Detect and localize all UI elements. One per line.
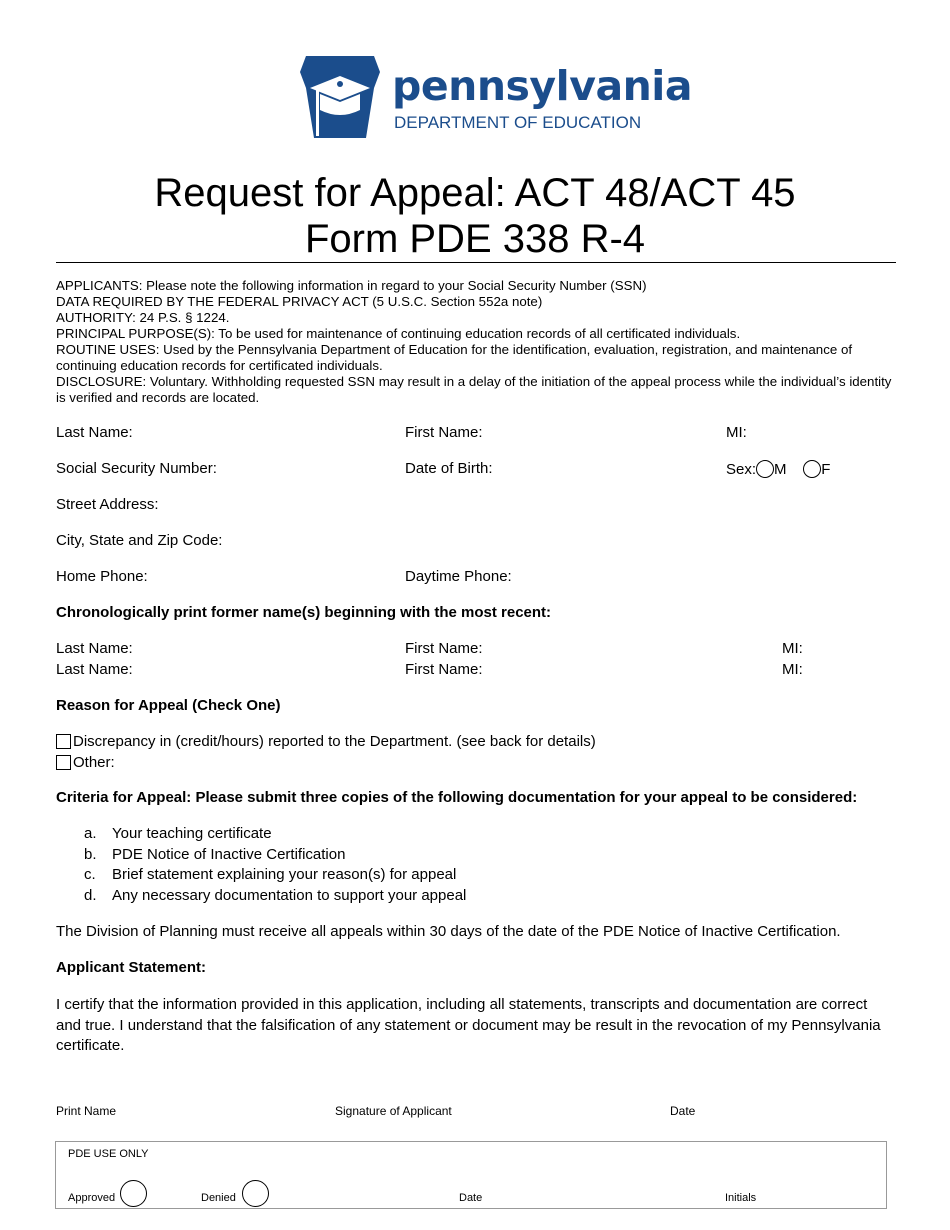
division-note: The Division of Planning must receive all appeals within 30 days of the date of the PDE Notice of Inactive Certification. [56,923,841,940]
list-item-text: Your teaching certificate [112,825,272,842]
sex-group [726,460,830,478]
date-field[interactable]: Date [670,1104,696,1118]
logo-wordmark: pennsylvania [392,62,693,110]
list-item-letter: b. [84,845,97,863]
mi-field[interactable]: MI: [726,424,747,441]
privacy-line: DATA REQUIRED BY THE FEDERAL PRIVACY ACT (5 U.S.C. Section 552a note) [56,294,543,309]
former-mi-field[interactable]: MI: [782,640,803,657]
former-names-heading: Chronologically print former name(s) beginning with the most recent: [56,604,552,621]
initials-field[interactable]: Initials [725,1192,757,1204]
daytime-phone-field[interactable]: Daytime Phone: [405,568,512,585]
list-item-letter: a. [84,825,97,842]
discrepancy-label: Discrepancy in (credit/hours) reported to the Department. (see back for details) [73,733,596,750]
list-item [84,845,466,866]
street-address-field[interactable]: Street Address: [56,496,159,513]
sex-f-label: F [821,461,831,478]
statement-text: I certify that the information provided in this application, including all statements, transcripts and documentation are correct and true. I understand that the falsification of any statement or document may be result in the revocation of my Pennsylvania certificate. [56,996,881,1055]
pde-date-field[interactable]: Date [459,1192,483,1204]
list-item-letter: d. [84,886,97,904]
reason-heading: Reason for Appeal (Check One) [56,697,281,714]
approved-label: Approved [68,1192,116,1204]
dob-field[interactable]: Date of Birth: [405,460,493,477]
pde-logo [296,54,693,142]
criteria-list [84,824,466,906]
sex-label: Sex: [726,461,757,478]
other-checkbox[interactable] [56,755,71,770]
last-name-field[interactable]: Last Name: [56,424,133,441]
pde-use-only-box [55,1141,887,1209]
form-title-line2: Form PDE 338 R-4 [304,217,646,261]
list-item [84,865,466,886]
city-state-zip-field[interactable]: City, State and Zip Code: [56,532,223,549]
privacy-line: APPLICANTS: Please note the following information in regard to your Social Security Number (SSN) [56,278,647,293]
privacy-notice [56,278,898,406]
privacy-line: DISCLOSURE: Voluntary. Withholding requested SSN may result in a delay of the initiation of the appeal process while the individual’s identity is verified and records are located. [56,374,892,405]
list-item-text: PDE Notice of Inactive Certification [112,845,346,863]
former-first-name-field[interactable]: First Name: [405,640,483,657]
logo-subtitle: DEPARTMENT OF EDUCATION [394,113,642,132]
statement-heading: Applicant Statement: [56,959,207,976]
list-item [84,824,466,845]
privacy-line: ROUTINE USES: Used by the Pennsylvania Department of Education for the identification, evaluation, registration, and maintenance of continuing education records for certificated individuals. [56,342,853,373]
privacy-line: PRINCIPAL PURPOSE(S): To be used for maintenance of continuing education records of all certificated individuals. [56,326,741,341]
sex-m-label: M [774,461,787,478]
list-item [84,886,466,907]
form-title-line1: Request for Appeal: ACT 48/ACT 45 [154,171,796,215]
print-name-field[interactable]: Print Name [56,1104,117,1118]
approved-radio[interactable] [120,1180,147,1207]
keystone-graduation-cap-icon [296,54,384,140]
list-item-letter: c. [84,866,96,884]
signature-field[interactable]: Signature of Applicant [335,1104,452,1118]
former-first-name-field[interactable]: First Name: [405,661,483,678]
sex-m-radio[interactable] [756,460,774,478]
home-phone-field[interactable]: Home Phone: [56,568,148,585]
former-mi-field[interactable]: MI: [782,661,803,678]
list-item-text: Brief statement explaining your reason(s) for appeal [112,866,457,884]
pde-use-heading: PDE USE ONLY [68,1148,149,1160]
discrepancy-checkbox[interactable] [56,734,71,749]
first-name-field[interactable]: First Name: [405,424,483,441]
former-last-name-field[interactable]: Last Name: [56,661,133,678]
ssn-field[interactable]: Social Security Number: [56,460,217,477]
title-divider [56,262,896,263]
sex-f-radio[interactable] [803,460,821,478]
denied-label: Denied [201,1192,236,1204]
privacy-line: AUTHORITY: 24 P.S. § 1224. [56,310,230,325]
other-label: Other: [73,754,115,771]
criteria-heading: Criteria for Appeal: Please submit three copies of the following documentation for your appeal to be considered: [56,789,858,806]
list-item-text: Any necessary documentation to support your appeal [112,886,467,904]
former-last-name-field[interactable]: Last Name: [56,640,133,657]
denied-radio[interactable] [242,1180,269,1207]
